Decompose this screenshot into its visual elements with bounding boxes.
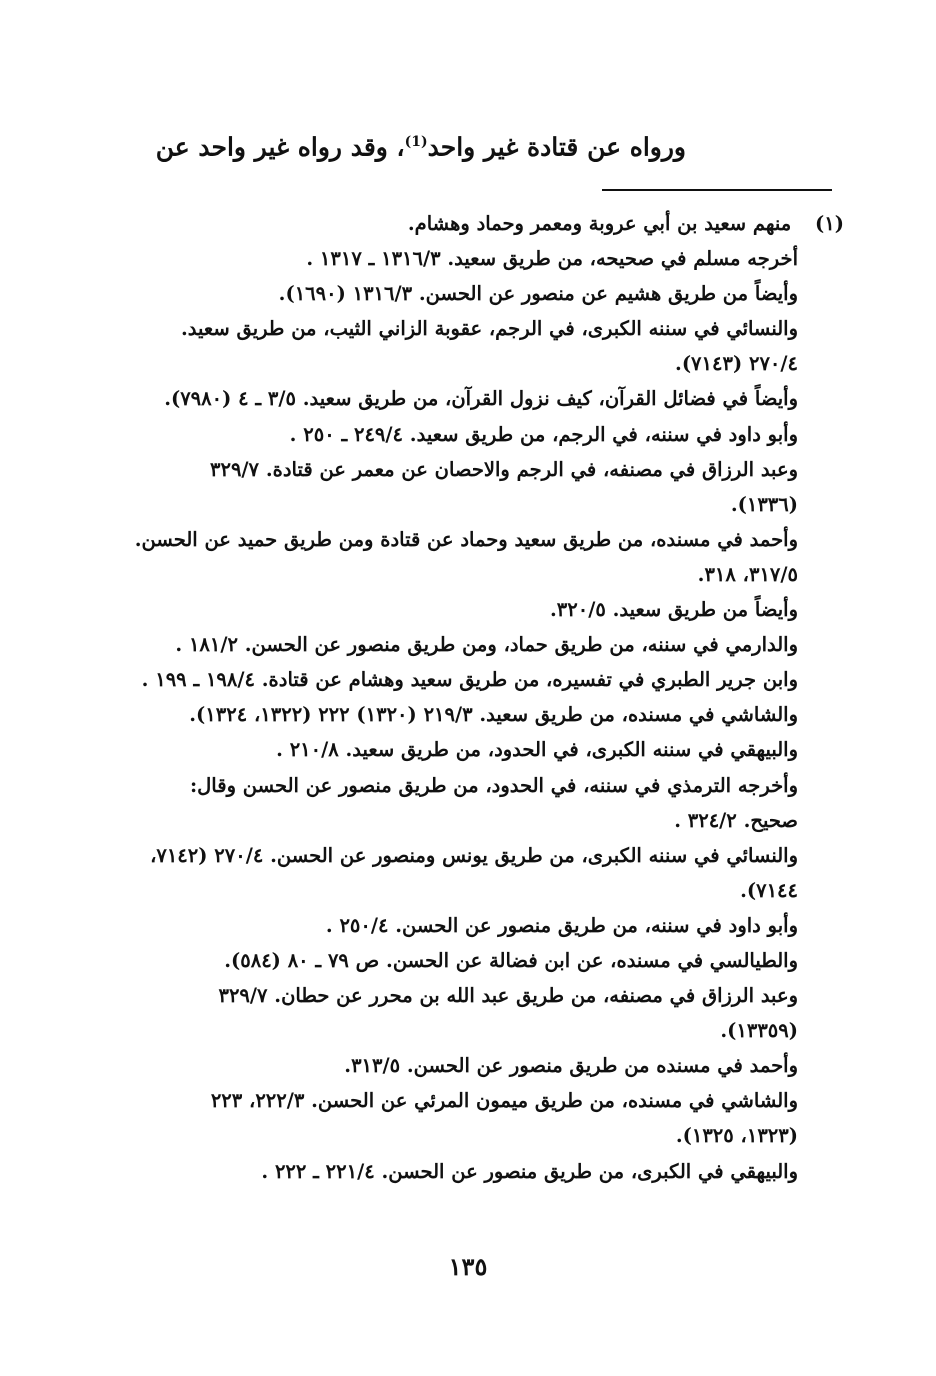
footnote-line: والشاشي في مسنده، من طريق ميمون المرئي عن الحسن. ٢٢٢/٣، ٢٢٣ xyxy=(210,1089,798,1113)
footnote-reference: (1) xyxy=(404,134,428,150)
footnote-line: ٣١٧/٥، ٣١٨. xyxy=(697,562,798,586)
footnote-line: وأيضاً من طريق سعيد. ٣٢٠/٥. xyxy=(549,598,798,622)
footnote-line: والدارمي في سننه، من طريق حماد، ومن طريق منصور عن الحسن. ١٨١/٢ . xyxy=(175,633,798,657)
footnote-number: (١) xyxy=(815,212,844,235)
footnote-line: منهم سعيد بن أبي عروبة ومعمر وحماد وهشام. xyxy=(407,212,792,235)
footnote-line: والبيهقي في سننه الكبرى، في الحدود، من طريق سعيد. ٢١٠/٨ . xyxy=(276,738,798,762)
footnote-line: ٧١٤٤). xyxy=(740,878,798,902)
footnote-line: وعبد الرزاق في مصنفه، من طريق عبد الله بن محرر عن حطان. ٣٢٩/٧ xyxy=(218,984,798,1008)
footnote-line: والشاشي في مسنده، من طريق سعيد. ٢١٩/٣ (١٣٢٠) ٢٢٢ (١٣٢٢، ١٣٢٤). xyxy=(189,703,798,727)
body-paragraph xyxy=(126,122,686,167)
footnote-line: والطيالسي في مسنده، عن ابن فضالة عن الحسن. ص ٧٩ ـ ٨٠ (٥٨٤). xyxy=(224,948,798,972)
footnote-line: وأبو داود في سننه، من طريق منصور عن الحسن. ٢٥٠/٤ . xyxy=(325,913,798,937)
footnote-line: وابن جرير الطبري في تفسيره، من طريق سعيد وهشام عن قتادة. ١٩٨/٤ ـ ١٩٩ . xyxy=(141,668,798,692)
body-text-continued: ، وقد رواه غير واحد عن xyxy=(155,132,405,162)
footnote-line: وأحمد في مسنده، من طريق سعيد وحماد عن قتادة ومن طريق حميد عن الحسن. xyxy=(134,527,798,551)
footnotes xyxy=(134,206,844,1189)
footnote-line: وأحمد في مسنده من طريق منصور عن الحسن. ٣١٣/٥. xyxy=(344,1054,798,1078)
footnote-line: (١٣٣٦). xyxy=(730,492,798,516)
page-number: ١٣٥ xyxy=(448,1252,488,1281)
footnote-line: والنسائي في سننه الكبرى، في الرجم، عقوبة الزاني الثيب، من طريق سعيد. xyxy=(181,317,798,341)
footnote-first-line xyxy=(134,206,844,241)
footnote-line: وأبو داود في سننه، في الرجم، من طريق سعيد. ٢٤٩/٤ ـ ٢٥٠ . xyxy=(289,422,798,446)
footnote-separator xyxy=(602,189,832,191)
body-text: ورواه عن قتادة غير واحد xyxy=(427,132,686,162)
footnote-line: (١٣٢٣، ١٣٢٥). xyxy=(675,1124,798,1148)
footnote-line: صحيح. ٣٢٤/٢ . xyxy=(674,808,798,832)
footnote-line: وأيضاً من طريق هشيم عن منصور عن الحسن. ١٣١٦/٣ (١٦٩٠). xyxy=(278,282,798,306)
footnote-line: (١٣٣٥٩). xyxy=(720,1019,798,1043)
footnote-line: وعبد الرزاق في مصنفه، في الرجم والاحصان عن معمر عن قتادة. ٣٢٩/٧ xyxy=(210,457,798,481)
footnote-line: أخرجه مسلم في صحيحه، من طريق سعيد. ١٣١٦/٣ ـ ١٣١٧ . xyxy=(306,247,798,271)
footnote-line: وأيضاً في فضائل القرآن، كيف نزول القرآن، من طريق سعيد. ٣/٥ ـ ٤ (٧٩٨٠). xyxy=(164,387,798,411)
footnote-line: ٢٧٠/٤ (٧١٤٣). xyxy=(675,352,798,376)
footnote-line: والنسائي في سننه الكبرى، من طريق يونس ومنصور عن الحسن. ٢٧٠/٤ (٧١٤٢، xyxy=(150,843,798,867)
footnote-line: وأخرجه الترمذي في سننه، في الحدود، من طريق منصور عن الحسن وقال: xyxy=(189,773,798,797)
footnote-line: والبيهقي في الكبرى، من طريق منصور عن الحسن. ٢٢١/٤ ـ ٢٢٢ . xyxy=(261,1159,798,1183)
